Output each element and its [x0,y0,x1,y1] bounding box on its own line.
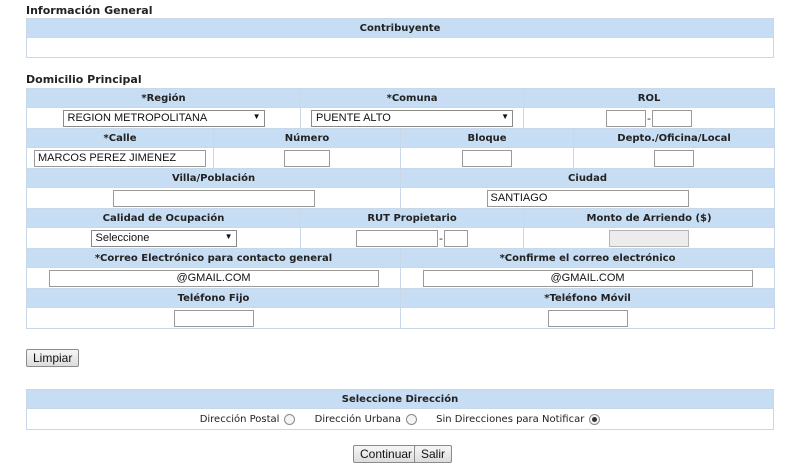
confirme-header: *Confirme el correo electrónico [401,249,775,268]
limpiar-button[interactable]: Limpiar [26,349,79,367]
bloque-header: Bloque [401,129,574,148]
salir-button[interactable]: Salir [414,445,452,463]
comuna-header: *Comuna [301,89,524,108]
direccion-urbana-label: Dirección Urbana [314,413,401,425]
comuna-selected-value: PUENTE ALTO [316,111,391,124]
sin-direcciones-label: Sin Direcciones para Notificar [436,413,585,425]
direccion-table [26,389,774,430]
numero-input[interactable] [284,150,330,167]
rut-dash: - [439,231,444,245]
direccion-postal-label: Dirección Postal [199,413,280,425]
continuar-button[interactable]: Continuar [353,445,419,463]
monto-header: Monto de Arriendo ($) [524,209,775,228]
direccion-urbana-option[interactable] [315,414,417,425]
rut-header: RUT Propietario [301,209,524,228]
contribuyente-header: Contribuyente [27,19,774,38]
villa-input[interactable] [113,190,315,207]
rut-input[interactable] [356,230,438,247]
direccion-urbana-radio[interactable] [406,414,417,425]
calle-input[interactable] [34,150,206,167]
rol-input-2[interactable] [652,110,692,127]
calidad-selected-value: Seleccione [95,231,150,244]
correo-input[interactable] [49,270,379,287]
rol-input-1[interactable] [606,110,646,127]
ciudad-header: Ciudad [401,169,775,188]
contribuyente-value [27,38,774,58]
telefono-movil-header: *Teléfono Móvil [401,289,775,308]
depto-header: Depto./Oficina/Local [574,129,775,148]
direccion-header: Seleccione Dirección [27,390,774,409]
domicilio-table [26,88,775,329]
rut-dv-input[interactable] [444,230,468,247]
info-section-title: Información General [26,4,153,17]
chevron-down-icon: ▼ [501,111,510,121]
numero-header: Número [214,129,401,148]
correo-header: *Correo Electrónico para contacto general [27,249,401,268]
confirme-correo-input[interactable] [423,270,753,287]
direccion-postal-option[interactable] [200,414,296,425]
monto-input [609,230,689,247]
bloque-input[interactable] [462,150,512,167]
telefono-movil-input[interactable] [548,310,628,327]
chevron-down-icon: ▼ [252,111,261,121]
villa-header: Villa/Población [27,169,401,188]
info-table [26,18,774,58]
comuna-select[interactable] [311,110,513,127]
calidad-select[interactable] [91,230,237,247]
chevron-down-icon: ▼ [224,231,233,241]
telefono-fijo-header: Teléfono Fijo [27,289,401,308]
sin-direcciones-option[interactable] [436,414,600,425]
rol-header: ROL [524,89,775,108]
direccion-options [27,409,774,430]
region-select[interactable] [63,110,265,127]
region-selected-value: REGION METROPOLITANA [67,111,208,124]
region-header: *Región [27,89,301,108]
sin-direcciones-radio[interactable] [589,414,600,425]
direccion-postal-radio[interactable] [284,414,295,425]
ciudad-input[interactable] [487,190,689,207]
calidad-header: Calidad de Ocupación [27,209,301,228]
domicilio-section-title: Domicilio Principal [26,73,142,86]
telefono-fijo-input[interactable] [174,310,254,327]
rol-dash: - [647,111,652,125]
depto-input[interactable] [654,150,694,167]
calle-header: *Calle [27,129,214,148]
